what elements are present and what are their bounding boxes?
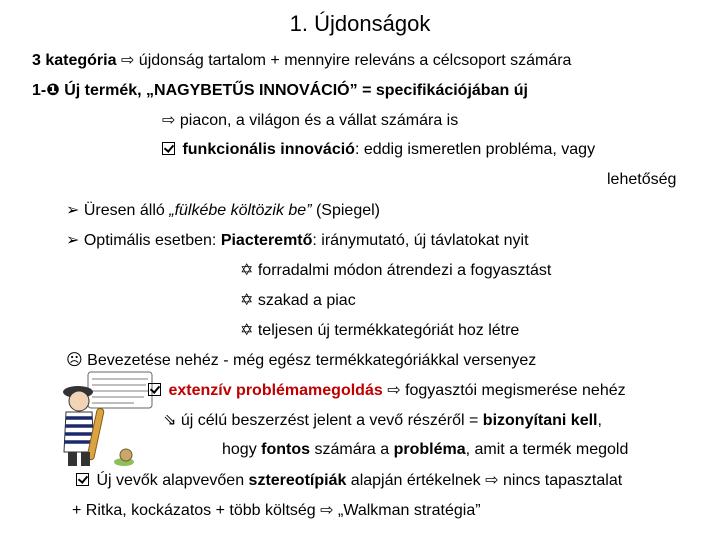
- checkbox-checked-icon: [162, 142, 175, 155]
- outline-right-arrow-icon: ⇨: [162, 110, 176, 129]
- introduction-text: Bevezetése nehéz - még egész termékkategóriákkal versenyez: [87, 352, 537, 369]
- extensive-problem-solving: extenzív problémamegoldás: [168, 382, 383, 399]
- new-product-text: Új termék, „NAGYBETŰS INNOVÁCIÓ” = specifikációjában új: [64, 82, 528, 99]
- checkbox-checked-icon: [148, 383, 161, 396]
- checkbox-checked-icon: [76, 473, 89, 486]
- star-of-david-bullet-icon: ✡: [240, 320, 254, 339]
- market-text: piacon, a világon és a vállat számára is: [179, 112, 459, 129]
- functional-innovation: funkcionális innováció: [182, 141, 355, 158]
- purchase-text: új célú beszerzést jelent a vevő részéről =: [180, 412, 483, 429]
- line-optimal: [66, 230, 529, 251]
- market-break-text: szakad a piac: [257, 292, 356, 309]
- slide-title: 1. Újdonságok: [289, 11, 431, 36]
- line-market-break: [240, 290, 356, 311]
- line-revolution: [240, 260, 551, 281]
- problem-text-2: számára a: [310, 441, 394, 458]
- extensive-text: fogyasztói megismerése nehéz: [405, 382, 626, 399]
- frown-face-icon: ☹: [66, 350, 83, 369]
- market-creator: Piacteremtő: [220, 232, 313, 249]
- line-problem: [222, 440, 628, 460]
- problem-text-3: , amit a termék megold: [465, 441, 629, 458]
- down-right-arrow-icon: ⇘: [163, 410, 177, 429]
- important: fontos: [261, 441, 311, 458]
- line-functional: [162, 140, 595, 160]
- niche-source: (Spiegel): [311, 202, 381, 219]
- outline-right-arrow-icon: ⇨: [120, 50, 135, 69]
- categories-text: újdonság tartalom + mennyire releváns a célcsoport számára: [138, 52, 572, 69]
- line-new-product: [32, 80, 528, 101]
- optimal-rest: : iránymutató, új távlatokat nyit: [312, 232, 529, 249]
- star-of-david-bullet-icon: ✡: [240, 260, 254, 279]
- outline-right-arrow-icon: ⇨: [320, 500, 334, 519]
- number-one-icon: ❶: [46, 80, 60, 99]
- line-walkman: [72, 500, 481, 521]
- opportunity-text: lehetőség: [607, 171, 677, 188]
- categories-label: 3 kategória: [32, 52, 117, 69]
- arrowhead-bullet-icon: ➢: [66, 230, 80, 249]
- cartoon-figure-icon: [54, 370, 154, 470]
- must-prove: bizonyítani kell: [482, 412, 598, 429]
- problem: probléma: [393, 441, 466, 458]
- niche-text: Üresen álló: [83, 202, 170, 219]
- purchase-comma: ,: [597, 412, 602, 429]
- optimal-text: Optimális esetben:: [83, 232, 221, 249]
- risk-text: + Ritka, kockázatos + több költség: [72, 502, 316, 519]
- niche-quote: „fülkébe költözik be”: [169, 202, 312, 219]
- line-categories: [32, 50, 571, 71]
- line-introduction: [66, 350, 536, 371]
- line-opportunity: [607, 170, 676, 190]
- line-niche: [66, 200, 380, 221]
- line-extensive: [148, 380, 626, 401]
- item-number: 1-: [32, 82, 47, 99]
- line-purchase: [163, 410, 602, 431]
- star-of-david-bullet-icon: ✡: [240, 290, 254, 309]
- problem-text-1: hogy: [222, 441, 262, 458]
- stereotypes-text-2: alapján értékelnek: [346, 472, 481, 489]
- revolution-text: forradalmi módon átrendezi a fogyasztást: [257, 262, 552, 279]
- walkman-strategy: „Walkman stratégia”: [338, 502, 481, 519]
- no-experience: nincs tapasztalat: [502, 472, 623, 489]
- line-new-category: [240, 320, 519, 341]
- stereotypes-text-1: Új vevők alapvevően: [96, 472, 249, 489]
- line-market: [162, 110, 458, 131]
- new-category-text: teljesen új termékkategóriát hoz létre: [257, 322, 520, 339]
- functional-text: : eddig ismeretlen probléma, vagy: [354, 141, 596, 158]
- arrowhead-bullet-icon: ➢: [66, 200, 80, 219]
- line-stereotypes: [76, 470, 622, 491]
- stereotypes: sztereotípiák: [248, 472, 347, 489]
- outline-right-arrow-icon: ⇨: [387, 380, 401, 399]
- outline-right-arrow-icon: ⇨: [485, 470, 499, 489]
